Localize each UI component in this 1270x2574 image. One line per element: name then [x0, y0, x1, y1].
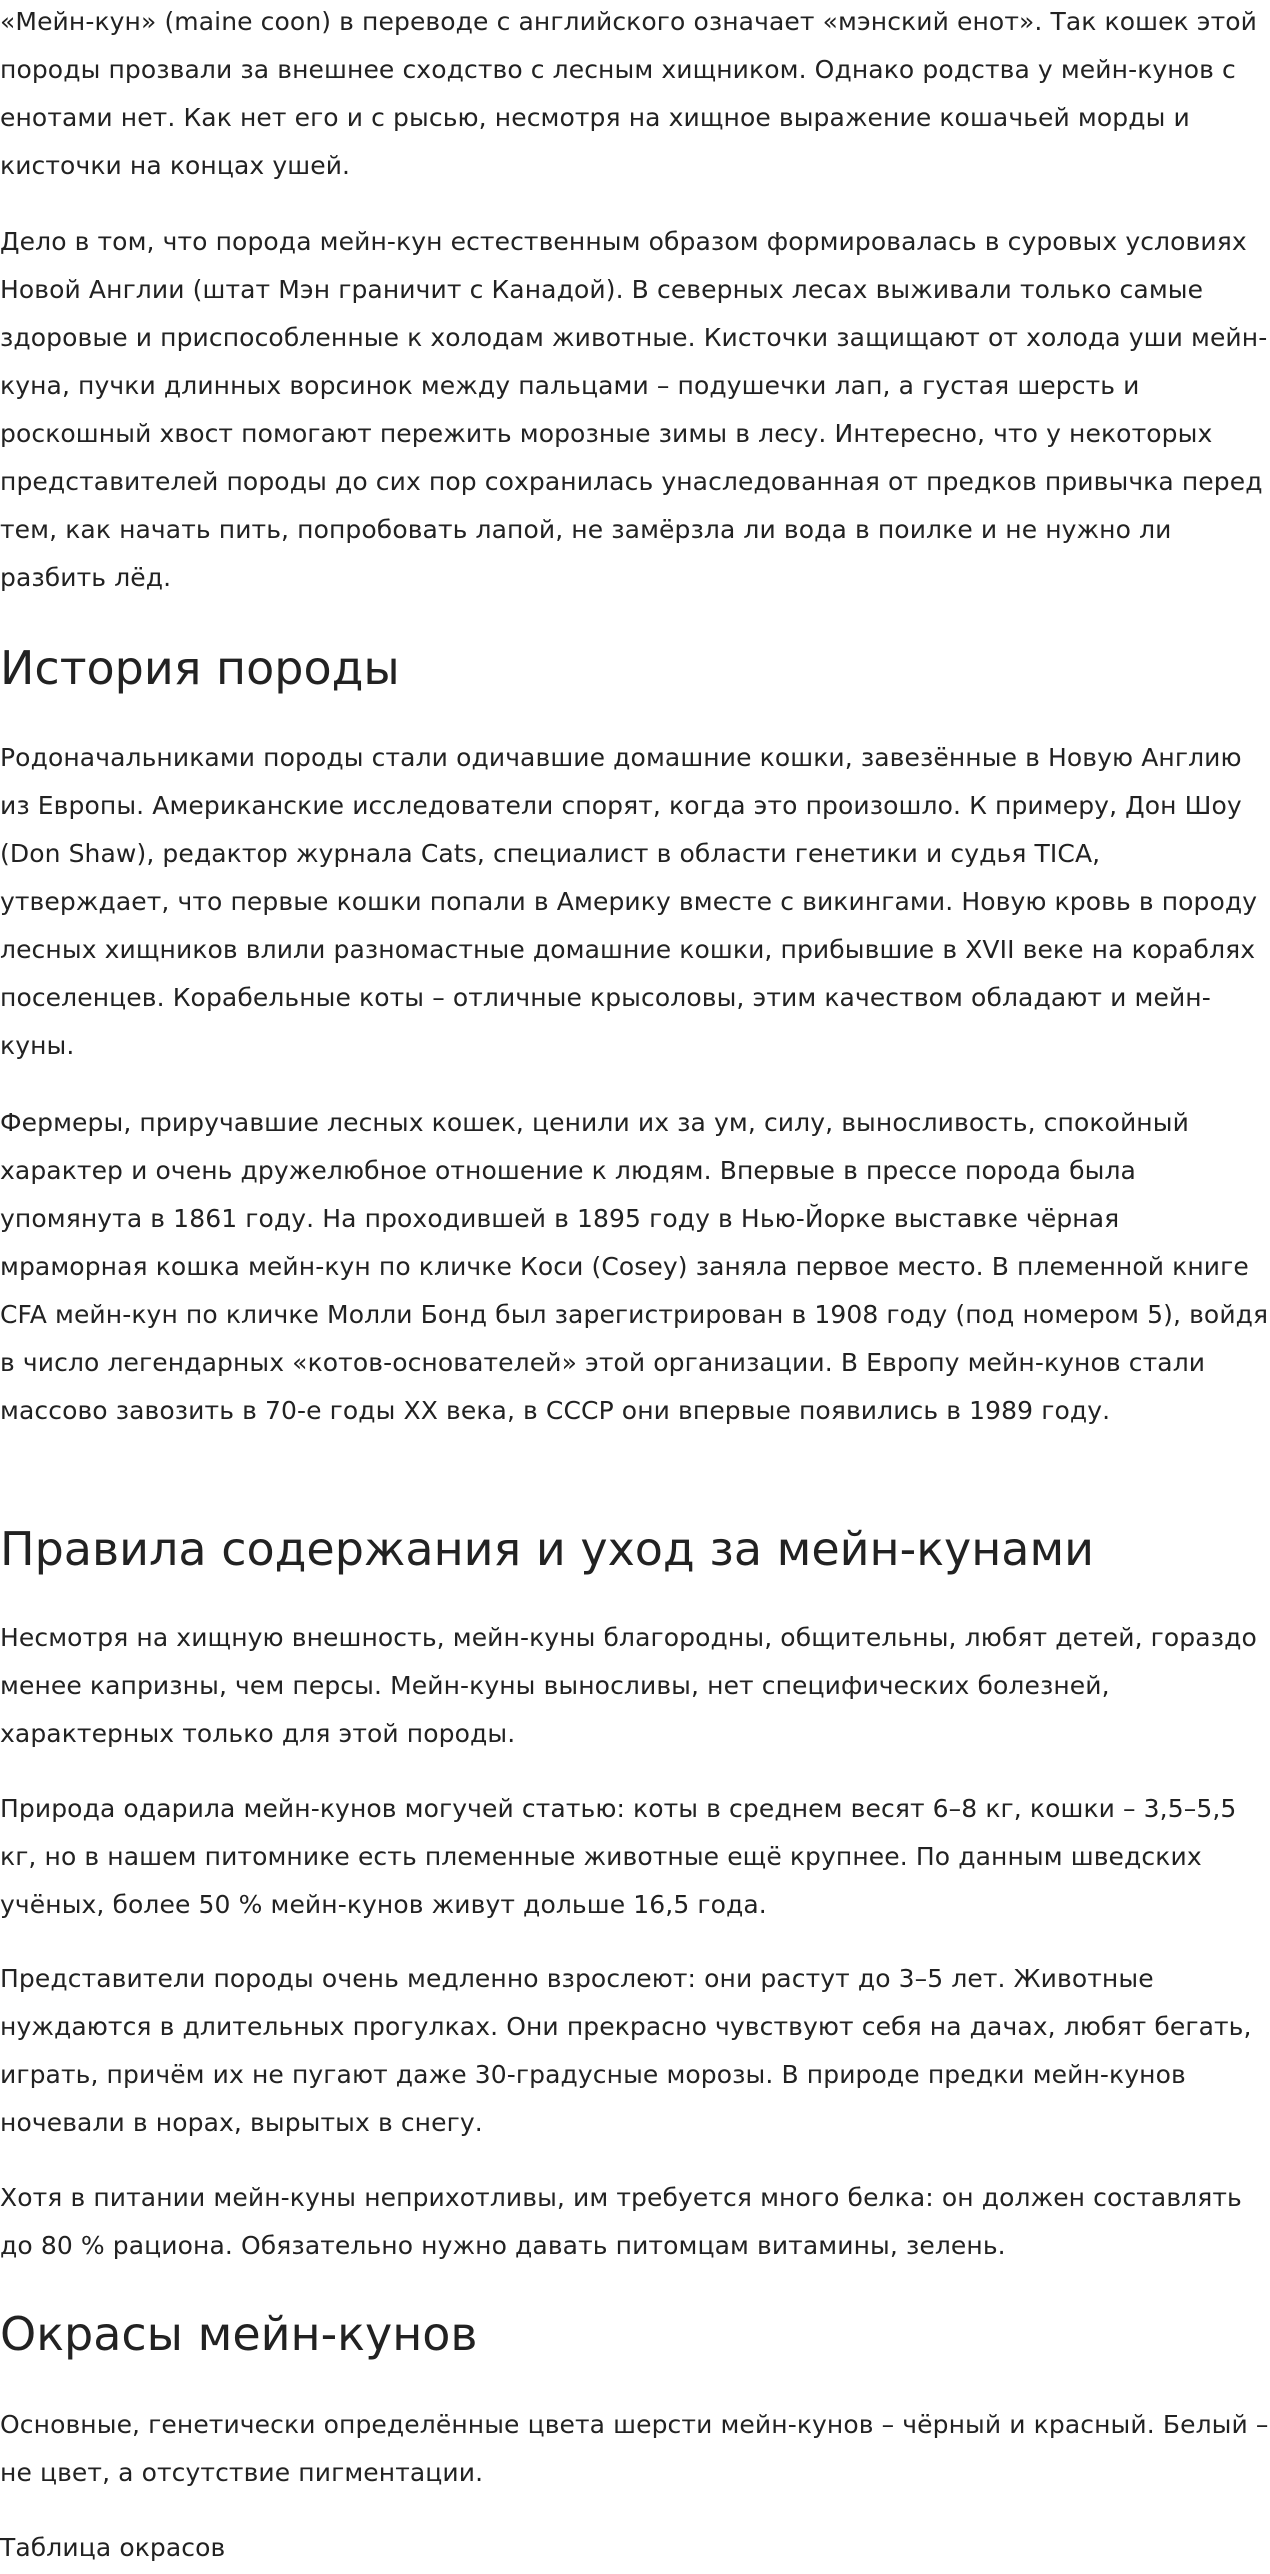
paragraph-farmers: Фермеры, приручавшие лесных кошек, ценили их за ум, силу, выносливость, спокойный характер и очень дружелюбное отношение к людям. Впервые в прессе порода была упомянута в 1861 году. На проходившей в 1895 году в Нью-Йорке выставке чёрная мраморная кошка мейн-кун по кличке Коси (Cosey) заняла первое место. В племенной книге CFA мейн-кун по кличке Молли Бонд был зарегистрирован в 1908 году (под номером 5), войдя в число легендарных «котов-основателей» этой организации. В Европу мейн-кунов стали массово завозить в 70-е годы XX века, в СССР они впервые появились в 1989 году.: [0, 1108, 1269, 1425]
colors-table-caption: Таблица окрасов: [0, 2533, 226, 2562]
paragraph-name-meaning: «Мейн-кун» (maine coon) в переводе с английского означает «мэнский енот». Так кошек этой породы прозвали за внешнее сходство с лесным хищником. Однако родства у мейн-кунов с енотами нет. Как нет его и с рысью, несмотря на хищное выражение кошачьей морды и кисточки на концах ушей.: [0, 7, 1258, 180]
heading-colors: Окрасы мейн-кунов: [0, 2307, 478, 2361]
paragraph-origin-conditions: Дело в том, что порода мейн-кун естественным образом формировалась в суровых условиях Новой Англии (штат Мэн граничит с Канадой). В северных лесах выживали только самые здоровые и приспособленные к холодам животные. Кисточки защищают от холода уши мейн-куна, пучки длинных ворсинок между пальцами – подушечки лап, а густая шерсть и роскошный хвост помогают пережить морозные зимы в лесу. Интересно, что у некоторых представителей породы до сих пор сохранилась унаследованная от предков привычка перед тем, как начать пить, попробовать лапой, не замёрзла ли вода в поилке и не нужно ли разбить лёд.: [0, 227, 1268, 592]
paragraph-diet: Хотя в питании мейн-куны неприхотливы, им требуется много белка: он должен составлять до 80 % рациона. Обязательно нужно давать питомцам витамины, зелень.: [0, 2183, 1242, 2260]
paragraph-size-lifespan: Природа одарила мейн-кунов могучей статью: коты в среднем весят 6–8 кг, кошки – 3,5–5,5 кг, но в нашем питомнике есть племенные животные ещё крупнее. По данным шведских учёных, более 50 % мейн-кунов живут дольше 16,5 года.: [0, 1794, 1237, 1919]
paragraph-maturity: Представители породы очень медленно взрослеют: они растут до 3–5 лет. Животные нуждаются в длительных прогулках. Они прекрасно чувствуют себя на дачах, любят бегать, играть, причём их не пугают даже 30-градусные морозы. В природе предки мейн-кунов ночевали в норах, вырытых в снегу.: [0, 1964, 1252, 2137]
paragraph-ancestors: Родоначальниками породы стали одичавшие домашние кошки, завезённые в Новую Англию из Европы. Американские исследователи спорят, когда это произошло. К примеру, Дон Шоу (Don Shaw), редактор журнала Cats, специалист в области генетики и судья TICA, утверждает, что первые кошки попали в Америку вместе с викингами. Новую кровь в породу лесных хищников влили разномастные домашние кошки, прибывшие в XVII веке на кораблях поселенцев. Корабельные коты – отличные крысоловы, этим качеством обладают и мейн-куны.: [0, 743, 1258, 1060]
paragraph-temperament: Несмотря на хищную внешность, мейн-куны благородны, общительны, любят детей, гораздо менее капризны, чем персы. Мейн-куны выносливы, нет специфических болезней, характерных только для этой породы.: [0, 1623, 1257, 1748]
paragraph-base-colors: Основные, генетически определённые цвета шерсти мейн-кунов – чёрный и красный. Белый – не цвет, а отсутствие пигментации.: [0, 2410, 1269, 2487]
heading-care: Правила содержания и уход за мейн-кунами: [0, 1522, 1095, 1576]
heading-history: История породы: [0, 641, 400, 695]
